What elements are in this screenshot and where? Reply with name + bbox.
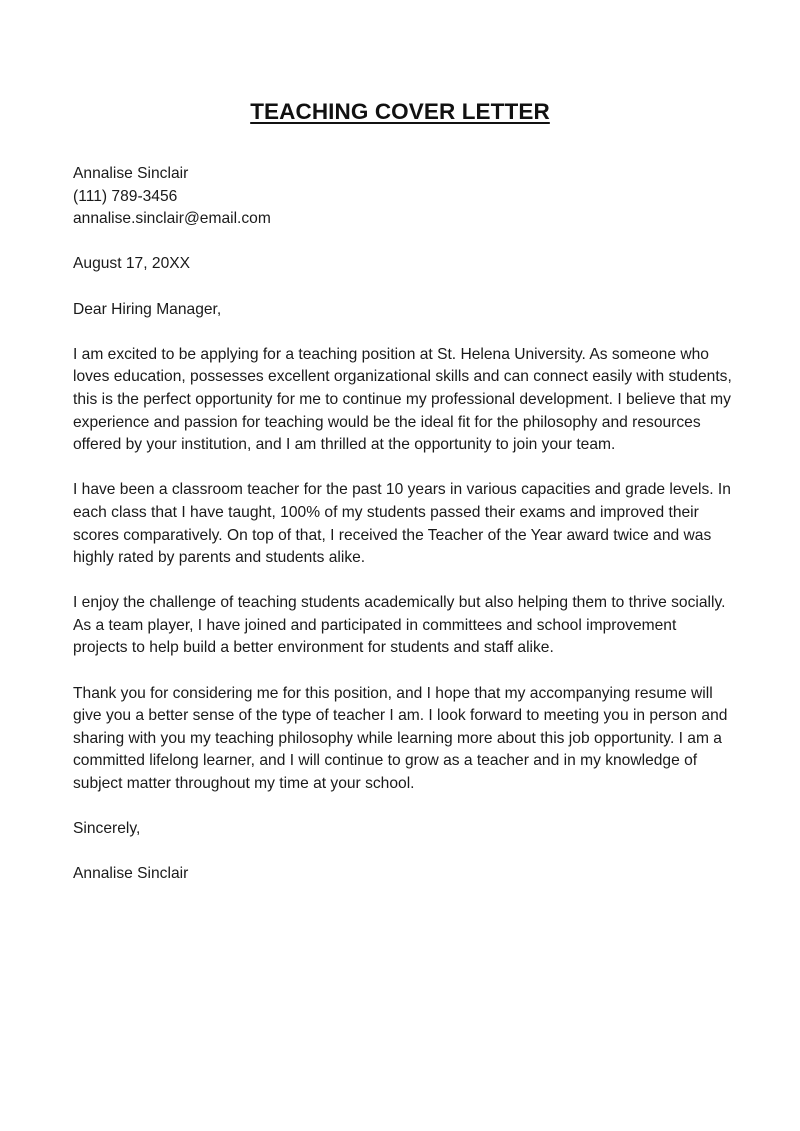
sender-phone: (111) 789-3456 [73,187,178,205]
signature-name: Annalise Sinclair [73,865,189,883]
paragraph-experience: I have been a classroom teacher for the past 10 years in various capacities and grade levels. In each class that I have taught, 100% of my students passed their exams and improved their scores comparatively. On top of that, I received the Teacher of the Year award twice and was highly rated by parents and students alike. [73,481,731,567]
paragraph-teamwork: I enjoy the challenge of teaching students academically but also helping them to thrive socially. As a team player, I have joined and participated in committees and school improvement projects to help build a better environment for students and staff alike. [73,594,726,657]
salutation: Dear Hiring Manager, [73,300,222,318]
paragraph-closing: Thank you for considering me for this position, and I hope that my accompanying resume will give you a better sense of the type of teacher I am. I look forward to meeting you in person and sharing with you my teaching philosophy while learning more about this job opportunity. I am a committed lifelong learner, and I will continue to grow as a teacher and in my knowledge of subject matter throughout my time at your school. [73,684,728,793]
contact-block [73,163,733,231]
sender-name: Annalise Sinclair [73,165,189,182]
sender-email: annalise.sinclair@email.com [73,210,271,228]
letter-date: August 17, 20XX [73,255,191,273]
letter-body [73,163,733,909]
page-title: TEACHING COVER LETTER [250,99,550,124]
closing: Sincerely, [73,820,141,838]
paragraph-intro: I am excited to be applying for a teaching position at St. Helena University. As someone who loves education, possesses excellent organizational skills and can connect easily with students, this is the perfect opportunity for me to continue my professional development. I believe that my experience and passion for teaching would be the ideal fit for the philosophy and resources offered by your institution, and I am thrilled at the opportunity to join your team. [73,345,732,454]
